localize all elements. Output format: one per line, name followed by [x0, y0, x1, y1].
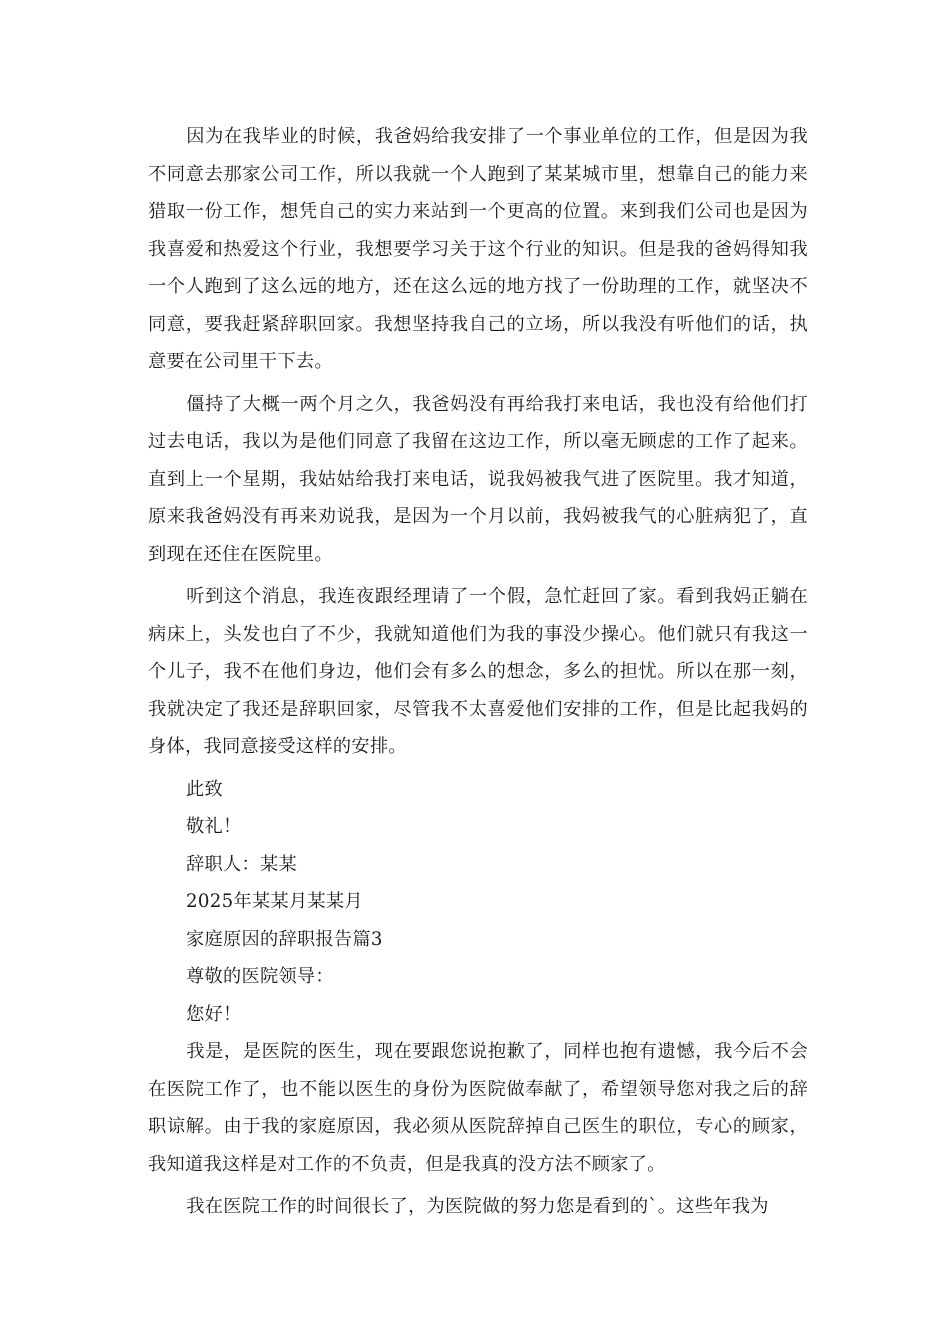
closing-jing-li: 敬礼！ — [186, 816, 242, 837]
document-page — [148, 118, 808, 1231]
section-title: 家庭原因的辞职报告篇3 — [186, 928, 383, 950]
greeting: 您好！ — [186, 1003, 242, 1025]
paragraph-doctor-apology: 我是，是医院的医生，现在要跟您说抱歉了，同样也抱有遗憾，我今后不会在医院工作了，也不能以医生的身份为医院做奉献了，希望领导您对我之后的辞职谅解。由于我的家庭原因，我必须从医院辞掉自己医生的职位，专心的顾家，我知道我这样是对工作的不负责，但是我真的没方法不顾家了。 — [148, 1041, 808, 1175]
paragraph-family-job: 因为在我毕业的时候，我爸妈给我安排了一个事业单位的工作，但是因为我不同意去那家公司工作，所以我就一个人跑到了某某城市里，想靠自己的能力来猎取一份工作，想凭自己的实力来站到一个更高的位置。来到我们公司也是因为我喜爱和热爱这个行业，我想要学习关于这个行业的知识。但是我的爸妈得知我一个人跑到了这么远的地方，还在这么远的地方找了一份助理的工作，就坚决不同意，要我赶紧辞职回家。我想坚持我自己的立场，所以我没有听他们的话，执意要在公司里干下去。 — [148, 126, 808, 372]
paragraph-doctor-service: 我在医院工作的时间很长了，为医院做的努力您是看到的`。这些年我为 — [186, 1196, 769, 1217]
paragraph-standoff: 僵持了大概一两个月之久，我爸妈没有再给我打来电话，我也没有给他们打过去电话，我以为是他们同意了我留在这边工作，所以毫无顾虑的工作了起来。直到上一个星期，我姑姑给我打来电话，说我妈被我气进了医院里。我才知道，原来我爸妈没有再来劝说我，是因为一个月以前，我妈被我气的心脏病犯了，直到现在还住在医院里。 — [148, 393, 808, 565]
letter-date: 2025年某某月某某月 — [186, 891, 363, 912]
closing-ci-zhi: 此致 — [186, 778, 223, 800]
paragraph-return-home: 听到这个消息，我连夜跟经理请了一个假，急忙赶回了家。看到我妈正躺在病床上，头发也白了不少，我就知道他们为我的事没少操心。他们就只有我这一个儿子，我不在他们身边，他们会有多么的想念，多么的担忧。所以在那一刻，我就决定了我还是辞职回家，尽管我不太喜爱他们安排的工作，但是比起我妈的身体，我同意接受这样的安排。 — [148, 586, 808, 757]
resigner-name: 辞职人：某某 — [186, 853, 297, 875]
salutation: 尊敬的医院领导： — [186, 966, 334, 987]
